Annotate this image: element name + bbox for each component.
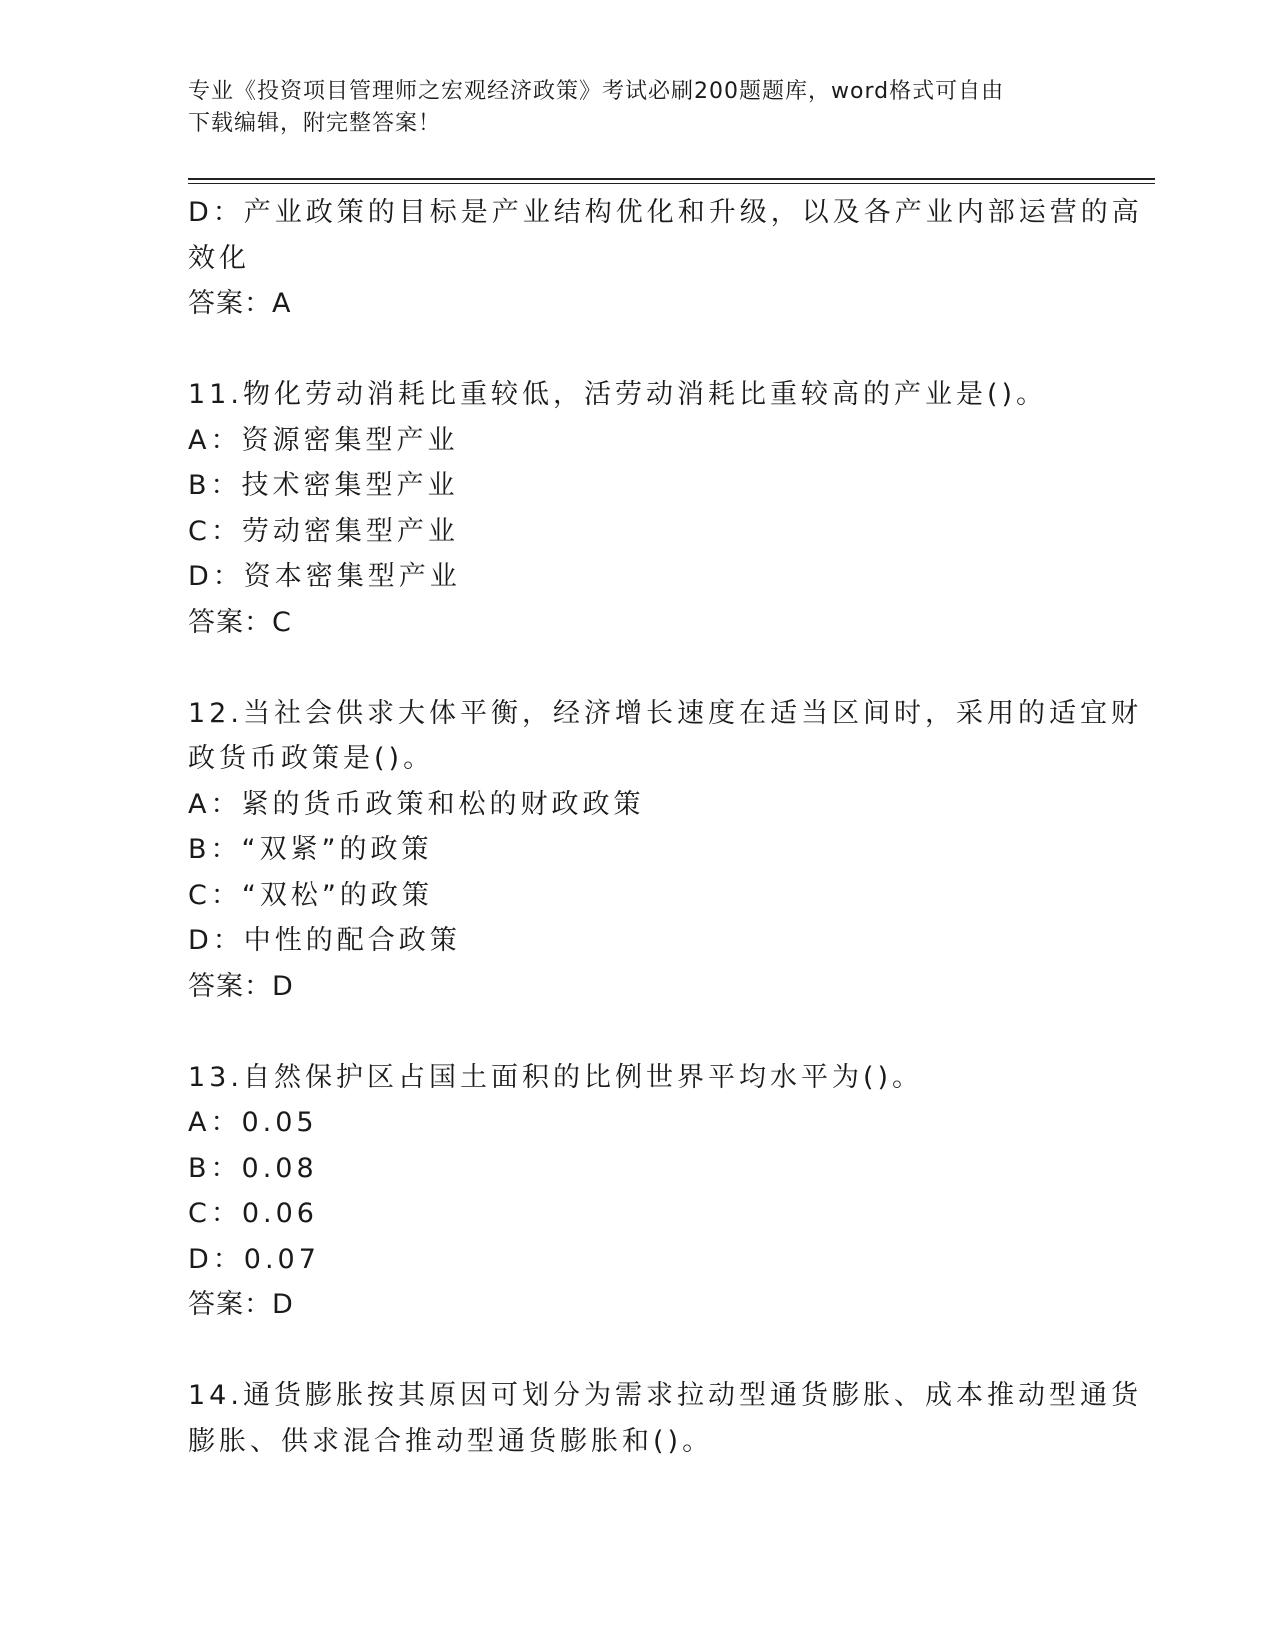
question-11 [188, 372, 1078, 645]
question-13 [188, 1055, 1078, 1328]
option-c: C：0.06 [188, 1198, 318, 1229]
question-14 [188, 1373, 1142, 1464]
option-d: D：0.07 [188, 1243, 320, 1275]
option-a: A：资源密集型产业 [188, 424, 459, 456]
question-text-line: 效化 [188, 242, 250, 274]
question-text-line: 12.当社会供求大体平衡，经济增长速度在适当区间时，采用的适宜财 [188, 697, 1142, 729]
header-line-2: 下载编辑，附完整答案！ [188, 111, 442, 136]
question-spacer [188, 327, 1078, 373]
header-rule-thick [188, 178, 1155, 180]
question-text-line: 11.物化劳动消耗比重较低，活劳动消耗比重较高的产业是()。 [188, 379, 1048, 410]
header-rule-thin [188, 183, 1155, 184]
question-text-line: 14.通货膨胀按其原因可划分为需求拉动型通货膨胀、成本推动型通货 [188, 1380, 1142, 1411]
question-text-line: 政货币政策是()。 [188, 743, 435, 774]
option-a: A：0.05 [188, 1107, 318, 1138]
option-b: B：“双紧”的政策 [188, 834, 433, 865]
question-text-line: 13.自然保护区占国土面积的比例世界平均水平为()。 [188, 1061, 924, 1093]
option-d: D：中性的配合政策 [188, 925, 461, 956]
question-10-continued [188, 190, 1143, 327]
answer-text: 答案：D [188, 970, 294, 1002]
question-list [188, 190, 1143, 1464]
question-spacer [188, 645, 1078, 691]
question-spacer [188, 1328, 1078, 1374]
question-spacer [188, 1009, 1078, 1055]
question-12 [188, 691, 1142, 1010]
option-d: D：资本密集型产业 [188, 561, 461, 592]
answer-text: 答案：C [188, 606, 292, 638]
question-text-line: D：产业政策的目标是产业结构优化和升级，以及各产业内部运营的高 [188, 197, 1143, 228]
answer-text: 答案：D [188, 1289, 294, 1320]
option-a: A：紧的货币政策和松的财政政策 [188, 788, 645, 820]
header-line-1: 专业《投资项目管理师之宏观经济政策》考试必刷200题题库，word格式可自由 [188, 79, 1005, 104]
option-c: C：“双松”的政策 [188, 879, 433, 911]
document-header [188, 76, 1088, 140]
question-text-line: 膨胀、供求混合推动型通货膨胀和()。 [188, 1425, 714, 1457]
option-b: B：0.08 [188, 1152, 318, 1184]
answer-text: 答案：A [188, 288, 292, 319]
option-b: B：技术密集型产业 [188, 470, 459, 501]
option-c: C：劳动密集型产业 [188, 515, 459, 547]
